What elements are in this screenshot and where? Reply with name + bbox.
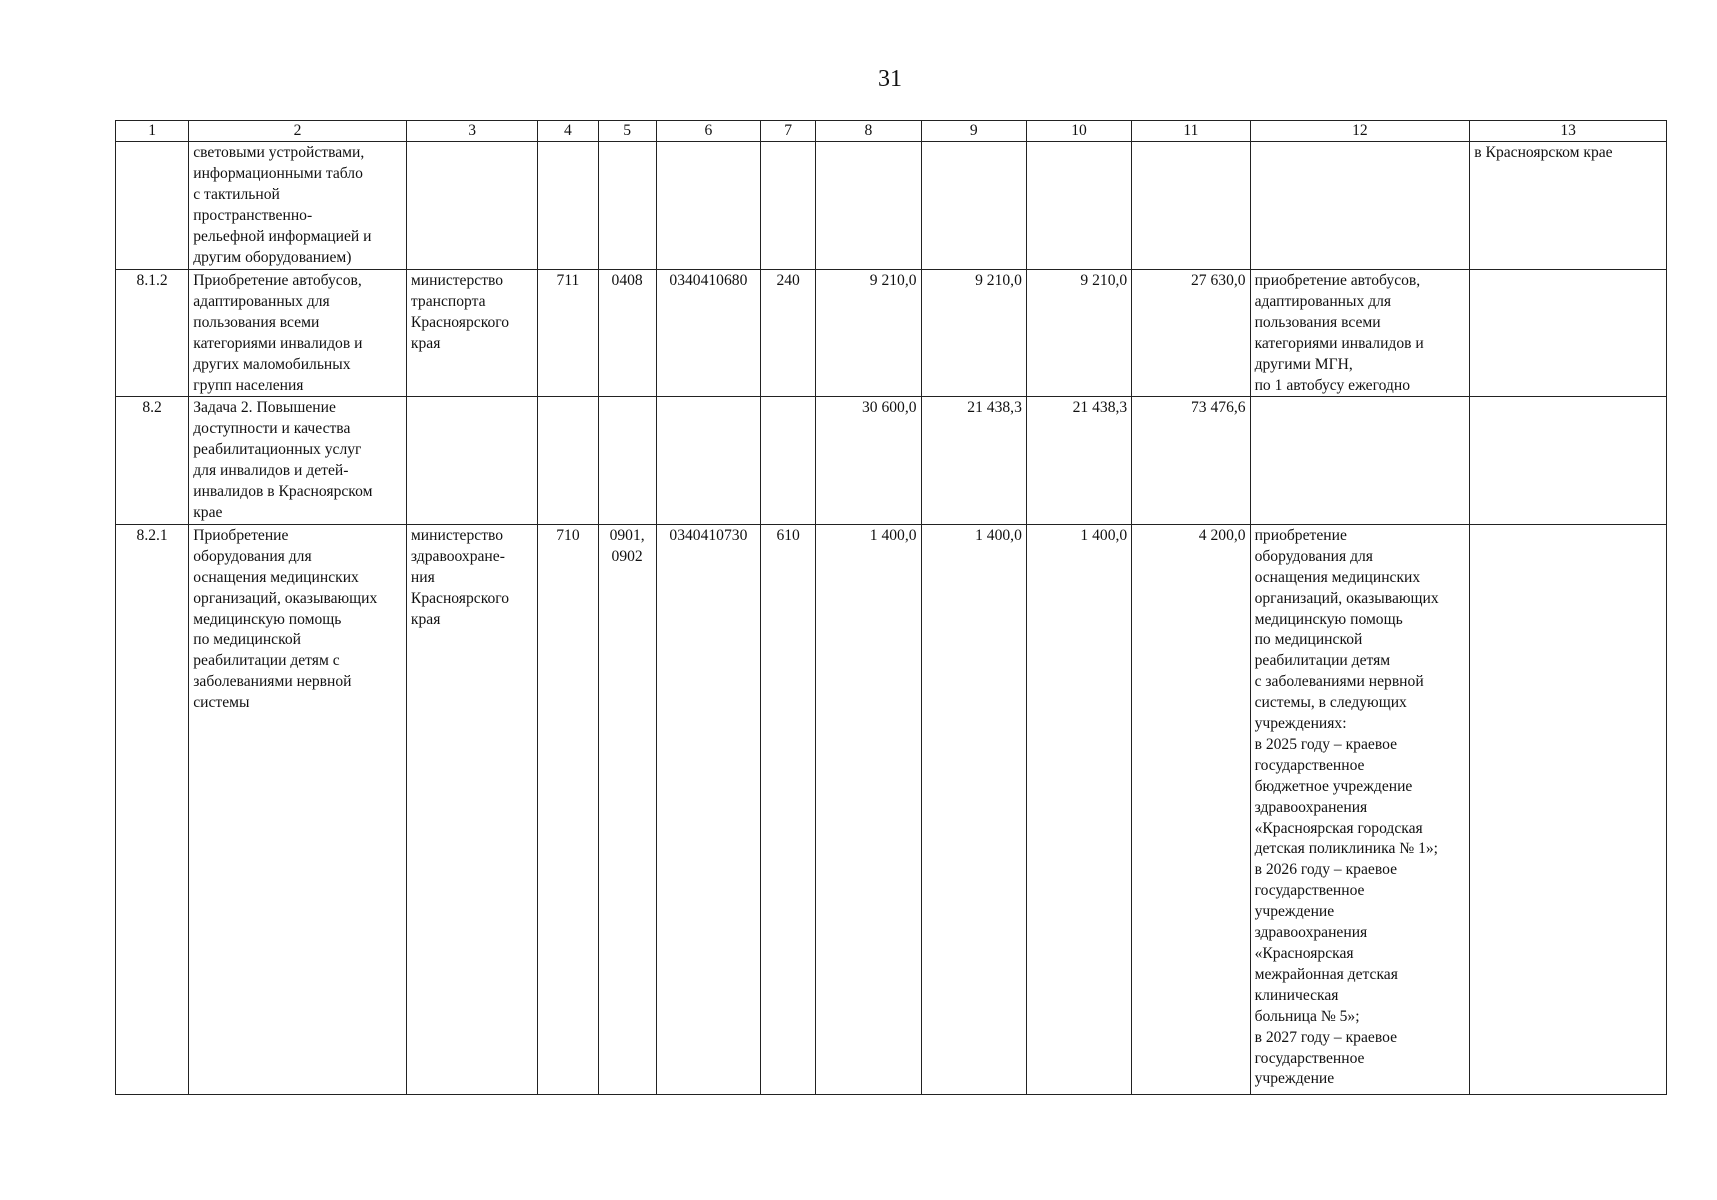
col-header-1: 1 bbox=[116, 121, 189, 142]
col-header-2: 2 bbox=[189, 121, 407, 142]
table-row bbox=[116, 142, 1667, 270]
row-amount-total: 27 630,0 bbox=[1132, 270, 1250, 397]
col-header-9: 9 bbox=[921, 121, 1026, 142]
row-amount-year3: 21 438,3 bbox=[1026, 397, 1131, 524]
program-table bbox=[115, 120, 1667, 1095]
row-amount-year3: 9 210,0 bbox=[1026, 270, 1131, 397]
row-code-section bbox=[598, 397, 656, 524]
row-note bbox=[1470, 524, 1667, 1094]
col-header-10: 10 bbox=[1026, 121, 1131, 142]
row-code-target: 0340410680 bbox=[656, 270, 760, 397]
row-executor bbox=[406, 142, 537, 270]
row-code-grbs: 710 bbox=[538, 524, 598, 1094]
row-number bbox=[116, 142, 189, 270]
row-note: в Красноярском крае bbox=[1470, 142, 1667, 270]
col-header-5: 5 bbox=[598, 121, 656, 142]
col-header-11: 11 bbox=[1132, 121, 1250, 142]
row-number: 8.1.2 bbox=[116, 270, 189, 397]
col-header-4: 4 bbox=[538, 121, 598, 142]
row-code-type bbox=[761, 397, 816, 524]
row-result: приобретение оборудования для оснащения медицинских организаций, оказывающих медицинскую помощь по медицинской реабилитации детям с заболеваниями нервной системы, в следующих учреждениях: в 2025 году – краевое государственное бюджетное учреждение здравоохранения «Красноярская городская детская поликлиника № 1»; в 2026 году – краевое государственное учреждение здравоохранения «Красноярская межрайонная детская клиническая больница № 5»; в 2027 году – краевое государственное учреждение bbox=[1250, 524, 1470, 1094]
row-amount-year2: 9 210,0 bbox=[921, 270, 1026, 397]
row-amount-year3: 1 400,0 bbox=[1026, 524, 1131, 1094]
row-code-grbs bbox=[538, 142, 598, 270]
row-description: Приобретение оборудования для оснащения медицинских организаций, оказывающих медицинскую помощь по медицинской реабилитации детям с заболеваниями нервной системы bbox=[189, 524, 407, 1094]
row-description: световыми устройствами, информационными табло с тактильной пространственно- рельефной информацией и другим оборудованием) bbox=[189, 142, 407, 270]
row-amount-year2 bbox=[921, 142, 1026, 270]
row-result bbox=[1250, 142, 1470, 270]
row-amount-year3 bbox=[1026, 142, 1131, 270]
col-header-8: 8 bbox=[816, 121, 921, 142]
row-code-grbs bbox=[538, 397, 598, 524]
row-amount-year2: 1 400,0 bbox=[921, 524, 1026, 1094]
row-description: Задача 2. Повышение доступности и качества реабилитационных услуг для инвалидов и детей- инвалидов в Красноярском крае bbox=[189, 397, 407, 524]
row-result: приобретение автобусов, адаптированных для пользования всеми категориями инвалидов и другими МГН, по 1 автобусу ежегодно bbox=[1250, 270, 1470, 397]
row-code-section: 0901, 0902 bbox=[598, 524, 656, 1094]
col-header-3: 3 bbox=[406, 121, 537, 142]
row-code-section: 0408 bbox=[598, 270, 656, 397]
row-amount-total bbox=[1132, 142, 1250, 270]
header-row bbox=[116, 121, 1667, 142]
table-row bbox=[116, 397, 1667, 524]
row-amount-year1: 9 210,0 bbox=[816, 270, 921, 397]
col-header-7: 7 bbox=[761, 121, 816, 142]
row-amount-total: 4 200,0 bbox=[1132, 524, 1250, 1094]
row-code-type bbox=[761, 142, 816, 270]
row-amount-year1: 30 600,0 bbox=[816, 397, 921, 524]
row-code-type: 610 bbox=[761, 524, 816, 1094]
row-amount-year1 bbox=[816, 142, 921, 270]
row-amount-total: 73 476,6 bbox=[1132, 397, 1250, 524]
row-code-type: 240 bbox=[761, 270, 816, 397]
row-code-section bbox=[598, 142, 656, 270]
table-row bbox=[116, 524, 1667, 1094]
row-amount-year1: 1 400,0 bbox=[816, 524, 921, 1094]
row-executor bbox=[406, 397, 537, 524]
row-number: 8.2 bbox=[116, 397, 189, 524]
row-code-target bbox=[656, 397, 760, 524]
row-note bbox=[1470, 397, 1667, 524]
col-header-6: 6 bbox=[656, 121, 760, 142]
table-row bbox=[116, 270, 1667, 397]
row-amount-year2: 21 438,3 bbox=[921, 397, 1026, 524]
row-executor: министерство здравоохране- ния Красноярского края bbox=[406, 524, 537, 1094]
row-code-target bbox=[656, 142, 760, 270]
row-executor: министерство транспорта Красноярского края bbox=[406, 270, 537, 397]
row-code-target: 0340410730 bbox=[656, 524, 760, 1094]
row-code-grbs: 711 bbox=[538, 270, 598, 397]
row-result bbox=[1250, 397, 1470, 524]
page-number: 31 bbox=[878, 66, 902, 92]
row-number: 8.2.1 bbox=[116, 524, 189, 1094]
col-header-12: 12 bbox=[1250, 121, 1470, 142]
col-header-13: 13 bbox=[1470, 121, 1667, 142]
row-description: Приобретение автобусов, адаптированных для пользования всеми категориями инвалидов и других маломобильных групп населения bbox=[189, 270, 407, 397]
row-note bbox=[1470, 270, 1667, 397]
